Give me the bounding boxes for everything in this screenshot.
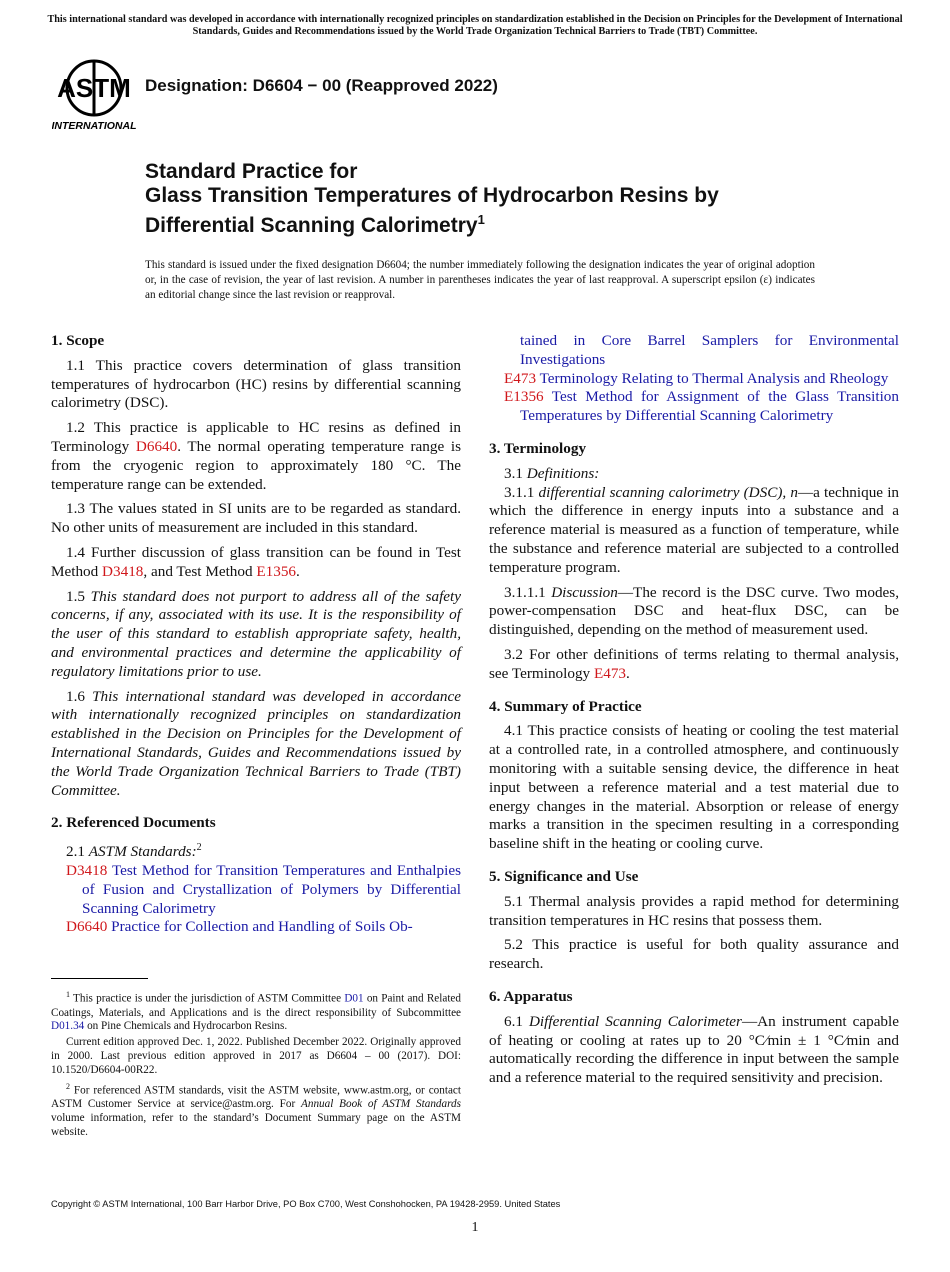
link-d3418[interactable]: D3418	[102, 562, 144, 580]
link-e1356[interactable]: E1356	[256, 562, 297, 580]
para-3-1	[489, 465, 899, 484]
link-e473[interactable]: E473	[593, 664, 627, 682]
international-standard-notice: This international standard was developed in accordance with internationally recognized principles on standardization established in the Decision on Principles for the Development of International Standards, Guides and Recommendations issued by the World Trade Organization Technical Barriers to Trade (TBT) Committee.	[47, 14, 903, 37]
footnote-1-num: 1	[66, 990, 70, 999]
ref-title-continued[interactable]: tained in Core Barrel Samplers for Environmental Investigations	[520, 332, 899, 368]
ref-d6640-continued[interactable]	[489, 332, 899, 370]
para-5-1: 5.1 Thermal analysis provides a rapid method for determining transition temperatures in HC resins that possess them.	[489, 892, 899, 929]
footnote-1-edition: Current edition approved Dec. 1, 2022. Published December 2022. Originally approved in 2000. Last previous edition approved in 2017 as D6604 – 00 (2017). DOI: 10.1520/D6604-00R22.	[51, 1036, 461, 1076]
link-d01-34[interactable]: D01.34	[51, 1020, 85, 1033]
para-1-6	[51, 688, 461, 801]
para-1-2	[51, 419, 461, 494]
para-5-2: 5.2 This practice is useful for both quality assurance and research.	[489, 936, 899, 973]
ref-title[interactable]: Test Method for Transition Temperatures and Enthalpies of Fusion and Crystallization of Polymers by Differential Scanning Calorimetry	[82, 861, 461, 917]
footnote-marker-2[interactable]: 2	[196, 842, 202, 854]
para-1-4-text: 1.4 Further discussion of glass transition can be found in Test Method	[51, 543, 461, 580]
document-title	[145, 160, 845, 238]
para-1-5-num: 1.5	[66, 587, 91, 605]
para-3-1-1-1-text: —The record is the DSC curve. Two modes, power-compensation DSC and heat-flux DSC, can be distinguished, depending on the method of measurement used.	[489, 583, 900, 639]
link-d01[interactable]: D01	[344, 992, 364, 1005]
footnote-2-text-end: volume information, refer to the standard’s Document Summary page on the ASTM website.	[51, 1111, 461, 1138]
logo-text: ASTM	[57, 73, 131, 103]
ref-code[interactable]: E1356	[504, 388, 544, 406]
para-1-6-text: This international standard was developed in accordance with internationally recognized principles on standardization established in the Decision on Principles for the Development of International Standards, Guides and Recommendations issued by the World Trade Organization Technical Barriers to Trade (TBT) Committee.	[51, 687, 462, 799]
ref-code[interactable]: E473	[504, 369, 537, 387]
footnote-2-text: For referenced ASTM standards, visit the ASTM website, www.astm.org, or contact ASTM Customer Service at service@astm.org. For	[51, 1084, 461, 1111]
ref-e473[interactable]	[489, 370, 899, 389]
para-6-1-text: —An instrument capable of heating or cooling at rates up to 20 °C⁄min ± 1 °C⁄min and automatically recording the difference in input between the sample and a reference material to the required sensitivity and precision.	[489, 1012, 899, 1087]
footnote-2	[51, 1080, 461, 1140]
para-3-1-1-1-num: 3.1.1.1	[504, 583, 552, 601]
footnote-2-num: 2	[66, 1081, 70, 1091]
footnote-1-text: This practice is under the jurisdiction of ASTM Committee	[73, 992, 345, 1005]
section-1-heading: 1. Scope	[51, 332, 105, 349]
logo-subtext: INTERNATIONAL	[52, 120, 136, 132]
para-2-1	[51, 839, 461, 862]
title-line-3-text: Differential Scanning Calorimetry	[145, 214, 478, 237]
astm-logo-mark	[52, 56, 136, 134]
footnote-1-text-mid: on Paint and Related Coatings, Materials, and Applications and is the direct responsibility of Subcommittee	[51, 992, 461, 1019]
para-2-1-text: ASTM Standards:	[88, 843, 197, 861]
ref-title[interactable]: Test Method for Assignment of the Glass Transition Temperatures by Differential Scanning Calorimetry	[520, 388, 899, 425]
para-1-6-num: 1.6	[66, 687, 93, 705]
copyright: Copyright © ASTM International, 100 Barr Harbor Drive, PO Box C700, West Conshohocken, PA 19428-2959. United States	[51, 1199, 561, 1209]
para-3-2	[489, 646, 899, 684]
title-line-2: Glass Transition Temperatures of Hydrocarbon Resins by	[145, 184, 719, 207]
title-line-1: Standard Practice for	[145, 160, 358, 183]
para-3-2-text: 3.2 For other definitions of terms relating to thermal analysis, see Terminology	[489, 645, 899, 682]
para-1-5	[51, 588, 461, 682]
section-6-heading: 6. Apparatus	[489, 987, 573, 1005]
para-3-1-1-num: 3.1.1	[504, 483, 539, 501]
para-4-1: 4.1 This practice consists of heating or cooling the test material at a controlled rate, in a controlled atmosphere, and continuously monitoring with a suitable sensing device, the difference in heat input between a reference material and a test material due to energy changes in the material. Absorption or release of energy marks a transition in the specimen resulting in a corresponding baseline shift in the heating or cooling curve.	[489, 722, 899, 853]
term-dsc: differential scanning calorimetry (DSC), n	[538, 483, 798, 501]
para-3-1-1-text: —a technique in which the difference in energy inputs into a substance and a reference material is measured as a function of temperature, while the substance and reference material are subjected to a controlled temperature program.	[489, 483, 900, 576]
footnotes	[51, 988, 461, 1141]
link-d6640[interactable]: D6640	[135, 437, 178, 455]
para-1-3: 1.3 The values stated in SI units are to be regarded as standard. No other units of measurement are included in this standard.	[51, 500, 461, 537]
preamble: This standard is issued under the fixed designation D6604; the number immediately following the designation indicates the year of original adoption or, in the case of revision, the year of last revision. A number in parentheses indicates the year of last reapproval. A superscript epsilon (ε) indicates an editorial change since the last revision or reapproval.	[145, 259, 815, 301]
para-1-2-text-end: . The normal operating temperature range is from the cryogenic region to approximately 180 °C. The temperature range can be extended.	[51, 437, 461, 493]
para-3-1-1	[489, 484, 899, 578]
left-column	[51, 332, 461, 937]
para-1-4-text-mid: , and Test Method	[143, 562, 257, 580]
ref-title[interactable]: Practice for Collection and Handling of Soils Ob-	[111, 918, 413, 936]
para-3-1-text: Definitions:	[526, 464, 600, 482]
astm-logo	[52, 56, 136, 134]
para-3-2-text-end: .	[626, 664, 630, 682]
para-3-1-1-1	[489, 584, 899, 640]
para-6-1-num: 6.1	[504, 1012, 529, 1030]
para-1-4	[51, 544, 461, 582]
right-column	[489, 332, 899, 1094]
dsc-label: Differential Scanning Calorimeter	[528, 1012, 742, 1030]
para-1-4-text-end: .	[296, 562, 300, 580]
para-3-1-num: 3.1	[504, 464, 527, 482]
section-5-heading: 5. Significance and Use	[489, 867, 639, 885]
section-2-heading: 2. Referenced Documents	[51, 814, 216, 832]
ref-d3418[interactable]	[51, 862, 461, 918]
para-1-2-text: 1.2 This practice is applicable to HC resins as defined in Terminology	[51, 419, 461, 455]
ref-e1356[interactable]	[489, 388, 899, 426]
footnote-1	[51, 988, 461, 1034]
footnote-rule	[51, 978, 148, 979]
section-4-heading: 4. Summary of Practice	[489, 697, 642, 715]
discussion-label: Discussion	[551, 583, 618, 601]
ref-code[interactable]: D6640	[66, 918, 108, 936]
para-1-1: 1.1 This practice covers determination of glass transition temperatures of hydrocarbon (HC) resins by differential scanning calorimetry (DSC).	[51, 356, 461, 412]
section-3-heading: 3. Terminology	[489, 439, 587, 457]
ref-code[interactable]: D3418	[66, 861, 108, 879]
footnote-1-text-end: on Pine Chemicals and Hydrocarbon Resins.	[84, 1020, 288, 1033]
para-1-5-text: This standard does not purport to address all of the safety concerns, if any, associated with its use. It is the responsibility of the user of this standard to establish appropriate safety, health, and environmental practices and determine the applicability of regulatory limitations prior to use.	[51, 587, 462, 680]
designation: Designation: D6604 − 00 (Reapproved 2022)	[145, 76, 498, 95]
para-6-1	[489, 1013, 899, 1088]
title-line-3	[145, 208, 845, 238]
ref-title[interactable]: Terminology Relating to Thermal Analysis and Rheology	[539, 369, 889, 387]
ref-d6640[interactable]	[51, 918, 461, 937]
footnote-2-italic: Annual Book of ASTM Standards	[301, 1098, 461, 1111]
title-footnote-marker[interactable]: 1	[477, 212, 485, 227]
page-number: 1	[471, 1220, 479, 1235]
para-2-1-num: 2.1	[66, 843, 89, 861]
